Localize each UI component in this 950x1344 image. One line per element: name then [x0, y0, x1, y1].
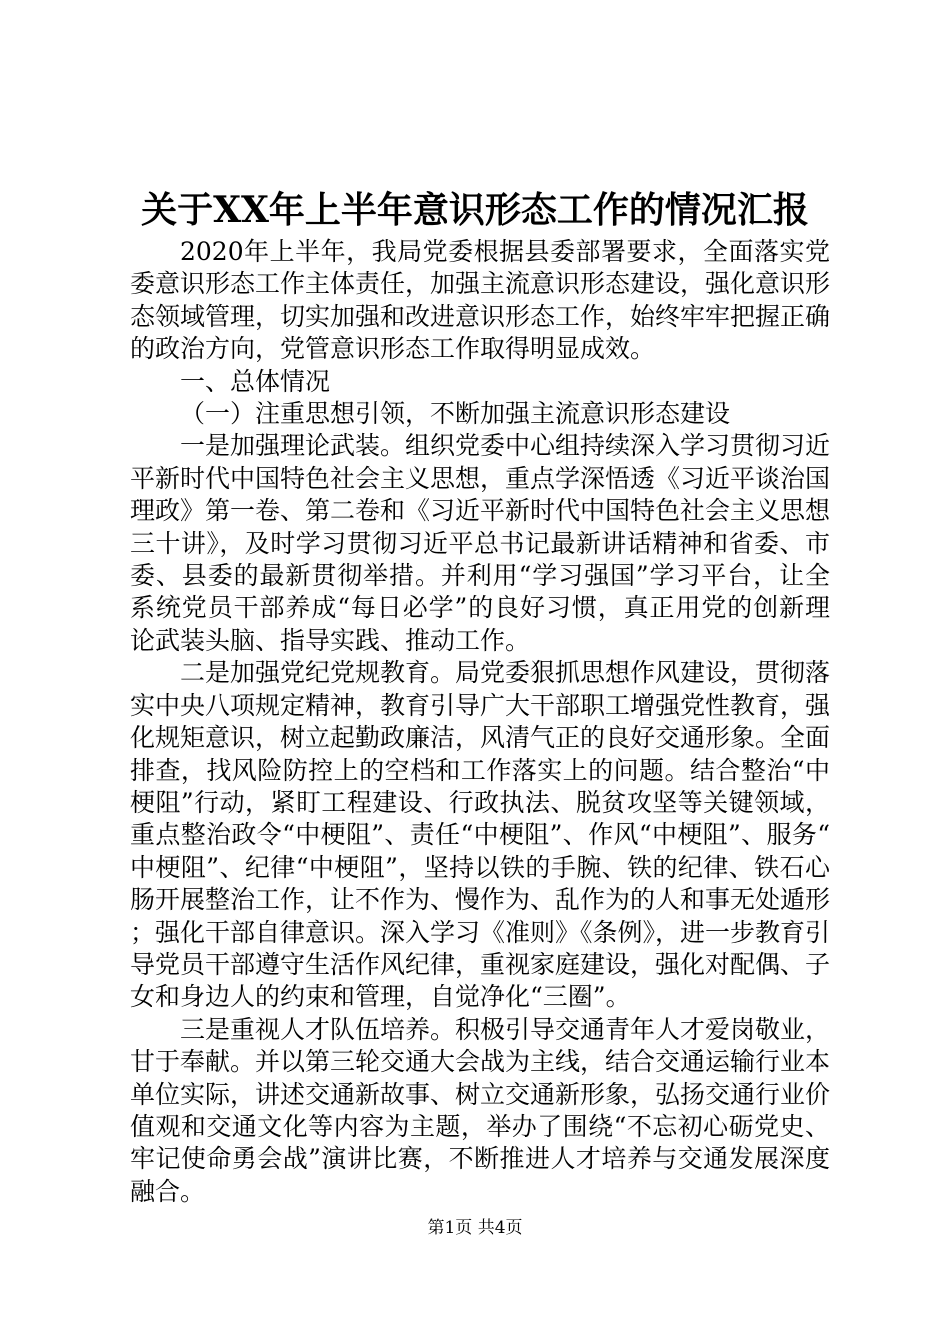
paragraph-party-discipline: 二是加强党纪党规教育。局党委狠抓思想作风建设，贯彻落实中央八项规定精神，教育引导广大干部职工增强党性教育，强化规矩意识，树立起勤政廉洁，风清气正的良好交通形象。全面排查，找风险防控上的空档和工作落实上的问题。结合整治“中梗阻”行动，紧盯工程建设、行政执法、脱贫攻坚等关键领域，重点整治政令“中梗阻”、责任“中梗阻”、作风“中梗阻”、服务“中梗阻”、纪律“中梗阻”，坚持以铁的手腕、铁的纪律、铁石心肠开展整治工作，让不作为、慢作为、乱作为的人和事无处遁形；强化干部自律意识。深入学习《准则》《条例》，进一步教育引导党员干部遵守生活作风纪律，重视家庭建设，强化对配偶、子女和身边人的约束和管理，自觉净化“三圈”。: [130, 658, 831, 1012]
section-heading-overall: 一、总体情况: [180, 366, 331, 396]
document-title: 关于XX年上半年意识形态工作的情况汇报: [141, 189, 809, 231]
paragraph-talent-cultivation: 三是重视人才队伍培养。积极引导交通青年人才爱岗敬业，甘于奉献。并以第三轮交通大会战为主线，结合交通运输行业本单位实际，讲述交通新故事、树立交通新形象，弘扬交通行业价值观和交通文化等内容为主题，举办了围绕“不忘初心砺党史、牢记使命勇会战”演讲比赛，不断推进人才培养与交通发展深度融合。: [130, 1014, 831, 1206]
document-body: [130, 236, 830, 1208]
page-number-footer: 第1页 共4页: [427, 1218, 523, 1238]
subsection-heading-ideology: （一）注重思想引领，不断加强主流意识形态建设: [180, 399, 731, 429]
paragraph-intro: 2020年上半年，我局党委根据县委部署要求，全面落实党委意识形态工作主体责任，加强主流意识形态建设，强化意识形态领域管理，切实加强和改进意识形态工作，始终牢牢把握正确的政治方向，党管意识形态工作取得明显成效。: [130, 237, 831, 364]
paragraph-theory-study: 一是加强理论武装。组织党委中心组持续深入学习贯彻习近平新时代中国特色社会主义思想，重点学深悟透《习近平谈治国理政》第一卷、第二卷和《习近平新时代中国特色社会主义思想三十讲》，及时学习贯彻习近平总书记最新讲话精神和省委、市委、县委的最新贯彻举措。并利用“学习强国”学习平台，让全系统党员干部养成“每日必学”的良好习惯，真正用党的创新理论武装头脑、指导实践、推动工作。: [130, 431, 831, 655]
